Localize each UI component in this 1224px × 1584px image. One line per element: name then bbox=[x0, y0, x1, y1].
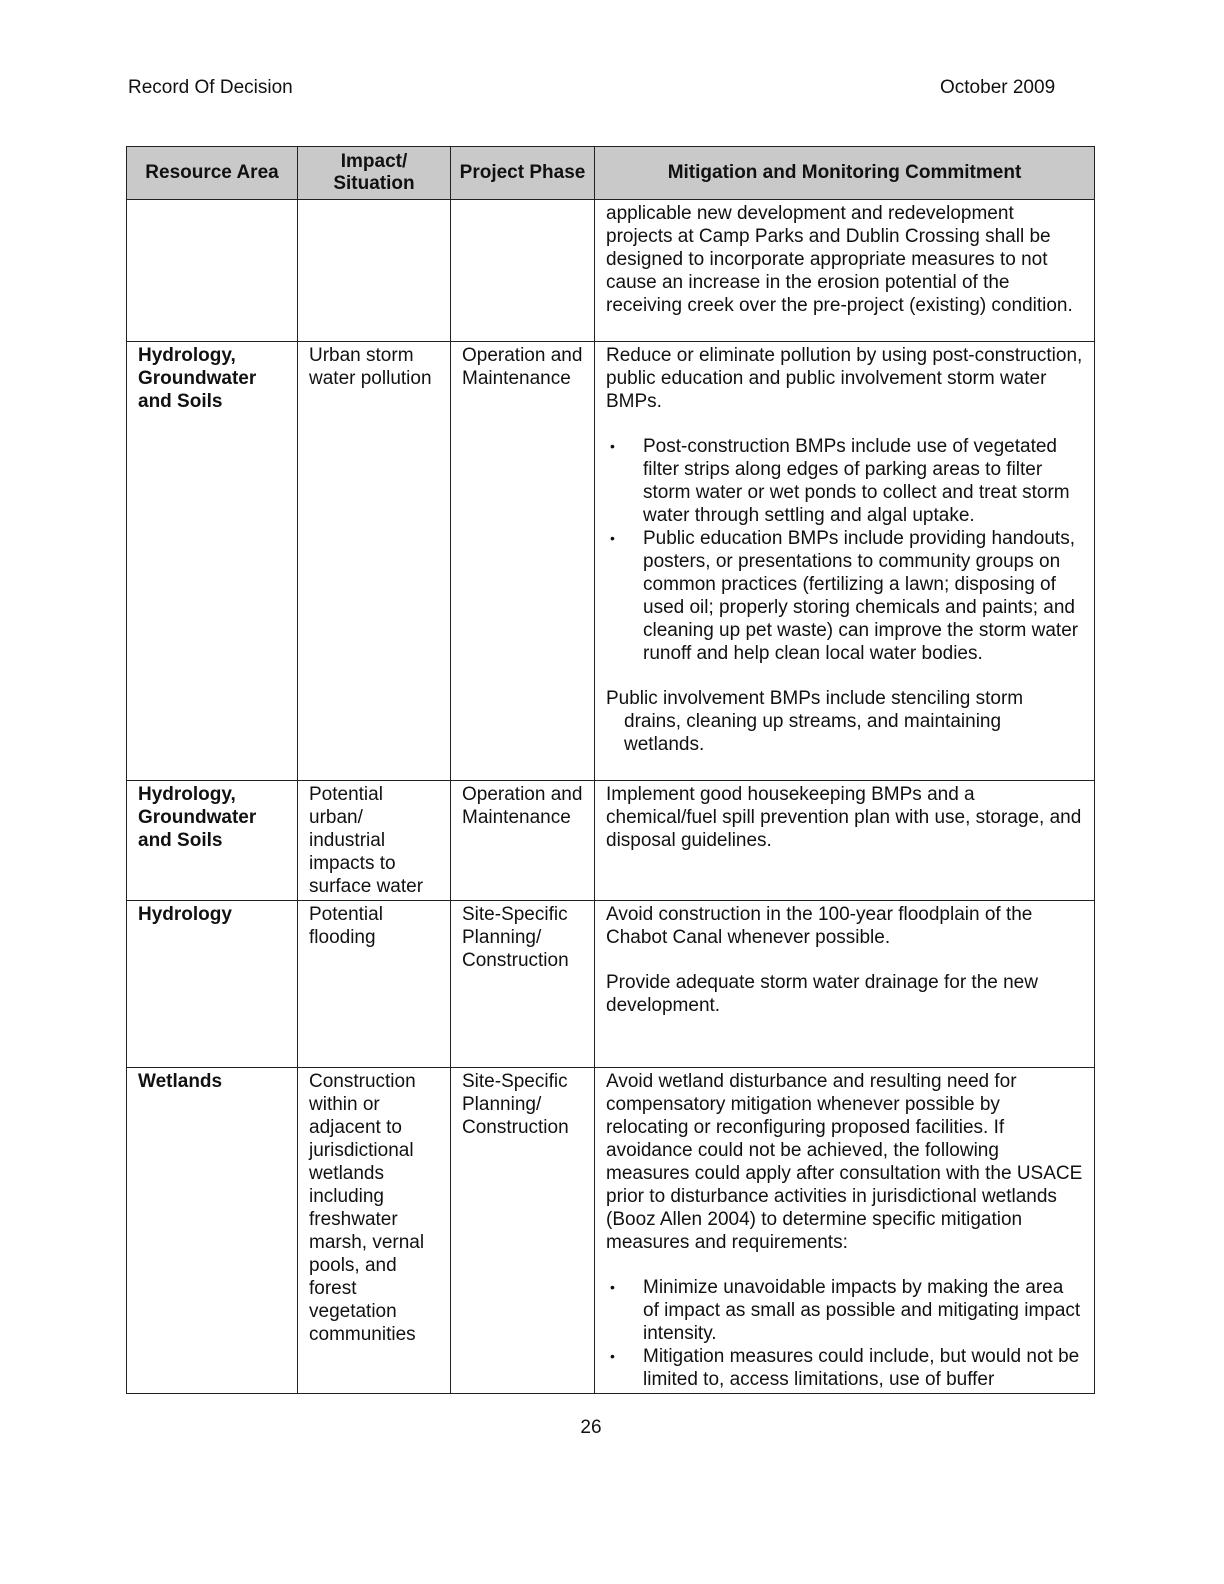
mitigation-intro: Reduce or eliminate pollution by using post-construction, public education and public involvement storm water BMPs. bbox=[606, 345, 1083, 412]
table-row bbox=[127, 781, 1095, 901]
mitigation-intro: Avoid wetland disturbance and resulting need for compensatory mitigation whenever possible by relocating or reconfiguring proposed facilities. If avoidance could not be achieved, the following measures could apply after consultation with the USACE prior to disturbance activities in jurisdictional wetlands (Booz Allen 2004) to determine specific mitigation measures and requirements: bbox=[606, 1071, 1083, 1253]
cell-phase: Site-Specific Planning/ Construction bbox=[451, 1068, 595, 1394]
cell-mitigation bbox=[595, 342, 1095, 781]
col-header-project-phase: Project Phase bbox=[451, 147, 595, 200]
table-header-row bbox=[127, 147, 1095, 200]
page-number: 26 bbox=[580, 1417, 602, 1438]
list-item: • Minimize unavoidable impacts by making the area of impact as small as possible and mitigating impact intensity. bbox=[643, 1276, 1084, 1345]
table-row bbox=[127, 1068, 1095, 1394]
cell-resource-area: Hydrology, Groundwater and Soils bbox=[127, 781, 298, 901]
table-row bbox=[127, 200, 1095, 342]
list-item: • Mitigation measures could include, but would not be limited to, access limitations, use of buffer bbox=[643, 1345, 1084, 1391]
cell-phase: Operation and Maintenance bbox=[451, 342, 595, 781]
col-header-mitigation-commitment: Mitigation and Monitoring Commitment bbox=[595, 147, 1095, 200]
bullet-list bbox=[606, 435, 1084, 665]
cell-mitigation bbox=[595, 1068, 1095, 1394]
table-row bbox=[127, 342, 1095, 781]
cell-impact: Urban storm water pollution bbox=[298, 342, 451, 781]
mitigation-paragraph: applicable new development and redevelopment projects at Camp Parks and Dublin Crossing shall be designed to incorporate appropriate measures to not cause an increase in the erosion potential of the receiving creek over the pre-project (existing) condition. bbox=[606, 203, 1073, 316]
col-header-resource-area: Resource Area bbox=[127, 147, 298, 200]
mitigation-paragraph: Avoid construction in the 100-year floodplain of the Chabot Canal whenever possible. bbox=[606, 904, 1033, 948]
cell-impact bbox=[298, 200, 451, 342]
header-doc-title: Record Of Decision bbox=[128, 77, 293, 98]
cell-impact: Potential flooding bbox=[298, 901, 451, 1068]
cell-impact: Construction within or adjacent to jurisdictional wetlands including freshwater marsh, vernal pools, and forest vegetation communities bbox=[298, 1068, 451, 1394]
col-header-impact-situation: Impact/ Situation bbox=[298, 147, 451, 200]
bullet-list bbox=[606, 1276, 1084, 1391]
cell-resource-area: Hydrology bbox=[127, 901, 298, 1068]
mitigation-paragraph: Provide adequate storm water drainage for the new development. bbox=[606, 972, 1038, 1016]
table-row bbox=[127, 901, 1095, 1068]
cell-resource-area: Wetlands bbox=[127, 1068, 298, 1394]
list-item: • Post-construction BMPs include use of vegetated filter strips along edges of parking areas to filter storm water or wet ponds to collect and treat storm water through settling and algal uptake. bbox=[643, 435, 1084, 527]
header-date: October 2009 bbox=[940, 77, 1056, 98]
cell-impact: Potential urban/ industrial impacts to surface water bbox=[298, 781, 451, 901]
cell-resource-area: Hydrology, Groundwater and Soils bbox=[127, 342, 298, 781]
cell-mitigation bbox=[595, 901, 1095, 1068]
cell-mitigation bbox=[595, 200, 1095, 342]
list-item: • Public education BMPs include providing handouts, posters, or presentations to community groups on common practices (fertilizing a lawn; disposing of used oil; properly storing chemicals and paints; and cleaning up pet waste) can improve the storm water runoff and help clean local water bodies. bbox=[643, 527, 1084, 665]
cell-phase bbox=[451, 200, 595, 342]
cell-phase: Site-Specific Planning/ Construction bbox=[451, 901, 595, 1068]
mitigation-table bbox=[126, 146, 1095, 1394]
mitigation-outro: Public involvement BMPs include stenciling storm drains, cleaning up streams, and maintaining wetlands. bbox=[606, 688, 1024, 755]
cell-mitigation: Implement good housekeeping BMPs and a chemical/fuel spill prevention plan with use, storage, and disposal guidelines. bbox=[595, 781, 1095, 901]
cell-resource-area bbox=[127, 200, 298, 342]
cell-phase: Operation and Maintenance bbox=[451, 781, 595, 901]
